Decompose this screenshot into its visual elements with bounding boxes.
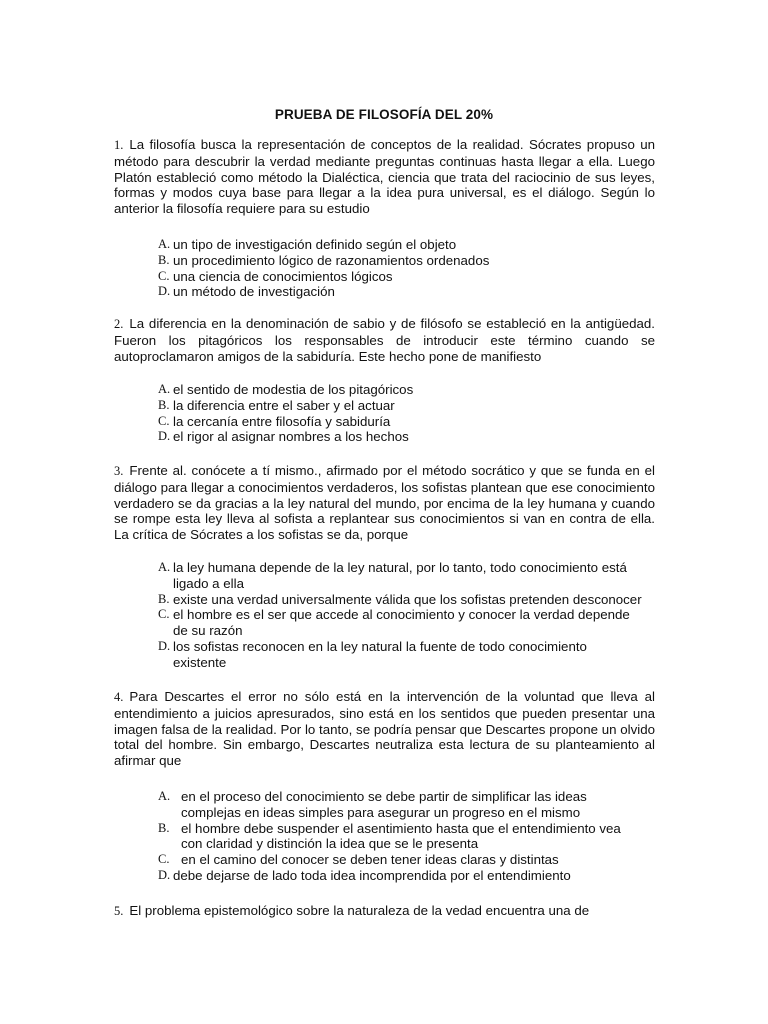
option-4-d (158, 868, 658, 884)
option-letter: D. (158, 429, 171, 444)
option-text: el hombre es el ser que accede al conocimiento y conocer la verdad depende (173, 607, 630, 623)
option-letter: D. (158, 638, 171, 653)
option-letter: D. (158, 867, 171, 882)
question-body: Para Descartes el error no sólo está en la intervención de la voluntad que lleva al entendimiento a juicios apresurados, sino está en los sentidos que pueden presentar una imagen falsa de la realidad. Por lo tanto, se podría pensar que Descartes propone un olvido total del hombre. Sin embargo, Descartes neutraliza esta lectura de su planteamiento al afirmar que (114, 689, 655, 769)
option-3-b (158, 592, 658, 608)
option-letter: A. (158, 789, 171, 803)
question-number: 3. (114, 464, 124, 478)
option-letter: B. (158, 397, 170, 412)
option-text: el rigor al asignar nombres a los hechos (173, 429, 409, 445)
option-text-continued: con claridad y distinción la idea que se le presenta (181, 836, 479, 852)
option-text: una ciencia de conocimientos lógicos (173, 268, 393, 284)
question-number: 4. (114, 690, 124, 704)
option-1-b (158, 253, 658, 269)
option-text-continued: ligado a ella (173, 575, 244, 591)
option-1-d (158, 284, 658, 300)
question-1-options (158, 237, 658, 300)
option-letter: B. (158, 820, 170, 835)
option-letter: C. (158, 852, 170, 867)
option-text-continued: de su razón (173, 623, 243, 639)
question-4-options (158, 789, 658, 884)
question-3-text (114, 463, 655, 543)
option-text: el sentido de modestia de los pitagóricos (173, 382, 414, 397)
question-4-text (114, 689, 655, 769)
option-letter: B. (158, 252, 170, 267)
question-number: 1. (114, 138, 124, 152)
question-2-text (114, 316, 655, 364)
option-2-c (158, 414, 658, 430)
option-2-d (158, 429, 658, 445)
option-text: la ley humana depende de la ley natural, por lo tanto, todo conocimiento está (173, 560, 627, 575)
option-text-continued: existente (173, 654, 227, 670)
option-text: los sofistas reconocen en la ley natural la fuente de todo conocimiento (173, 638, 587, 654)
option-letter: A. (158, 382, 171, 396)
option-4-c (158, 852, 658, 868)
option-text: la diferencia entre el saber y el actuar (173, 397, 395, 413)
question-number: 2. (114, 317, 124, 331)
option-text-continued: complejas en ideas simples para asegurar un progreso en el mismo (181, 804, 581, 820)
option-letter: D. (158, 284, 171, 299)
question-body: La filosofía busca la representación de conceptos de la realidad. Sócrates propuso un método para descubrir la verdad mediante preguntas continuas hasta llegar a ella. Luego Platón estableció como método la Dialéctica, ciencia que trata del raciocinio de sus leyes, formas y modos cuya base para llegar a la idea pura universal, es el diálogo. Según lo anterior la filosofía requiere para su estudio (114, 137, 655, 217)
question-1-text (114, 137, 655, 217)
option-letter: C. (158, 268, 170, 283)
option-text: debe dejarse de lado toda idea incomprendida por el entendimiento (173, 867, 571, 883)
question-body: Frente al. conócete a tí mismo., afirmado por el método socrático y que se funda en el diálogo para llegar a conocimientos verdaderos, los sofistas plantean que ese conocimiento verdadero se da gracias a la ley natural del mundo, por encima de la ley humana y cuando se rompe esta ley lleva al sofista a replantear sus conocimientos si van en contra de ella. La crítica de Sócrates a los sofistas se da, porque (114, 463, 655, 543)
question-number: 5. (114, 904, 124, 918)
option-4-a (158, 789, 658, 821)
option-text: la cercanía entre filosofía y sabiduría (173, 413, 391, 429)
question-body: La diferencia en la denominación de sabio y de filósofo se estableció en la antigüedad. Fueron los pitagóricos los responsables de introducir este término cuando se autoproclamaron amigos de la sabiduría. Este hecho pone de manifiesto (114, 316, 655, 364)
option-2-a (158, 382, 658, 398)
option-text: existe una verdad universalmente válida que los sofistas pretenden desconocer (173, 591, 642, 607)
option-letter: A. (158, 560, 171, 574)
option-3-d (158, 639, 658, 671)
question-2-options (158, 382, 658, 445)
option-letter: C. (158, 607, 170, 622)
option-text: en el proceso del conocimiento se debe partir de simplificar las ideas (181, 789, 587, 804)
option-text: en el camino del conocer se deben tener ideas claras y distintas (181, 852, 559, 868)
question-5-text (114, 903, 655, 920)
option-2-b (158, 398, 658, 414)
option-4-b (158, 821, 658, 853)
option-1-c (158, 269, 658, 285)
page-title: PRUEBA DE FILOSOFÍA DEL 20% (274, 107, 494, 122)
option-1-a (158, 237, 658, 253)
option-text: un tipo de investigación definido según el objeto (173, 237, 457, 252)
option-text: un método de investigación (173, 284, 335, 300)
option-letter: C. (158, 413, 170, 428)
option-3-a (158, 560, 658, 592)
option-letter: A. (158, 237, 171, 251)
option-text: un procedimiento lógico de razonamientos ordenados (173, 252, 490, 268)
option-text: el hombre debe suspender el asentimiento hasta que el entendimiento vea (181, 820, 621, 836)
option-3-c (158, 607, 658, 639)
option-letter: B. (158, 591, 170, 606)
question-3-options (158, 560, 658, 671)
question-body: El problema epistemológico sobre la naturaleza de la vedad encuentra una de (129, 903, 590, 918)
